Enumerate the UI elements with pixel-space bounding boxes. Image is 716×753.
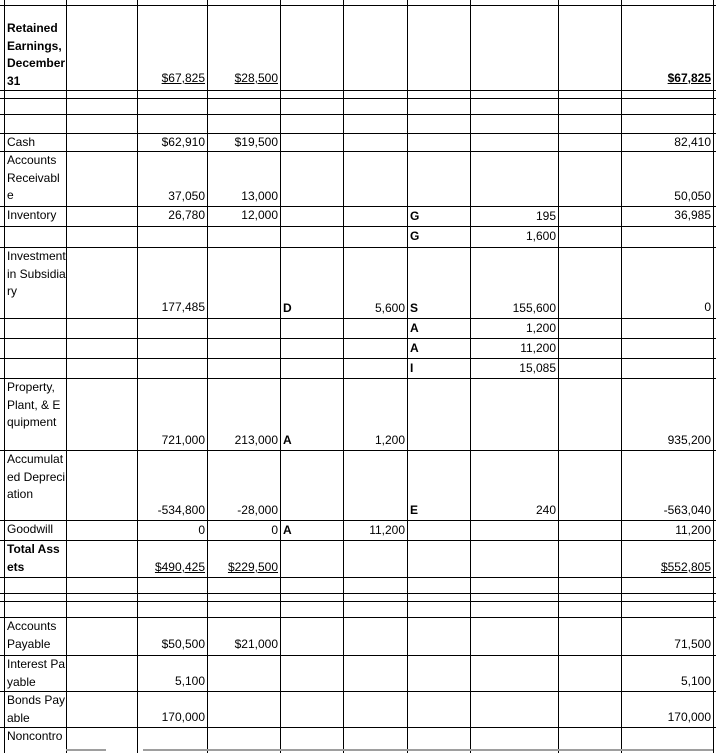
- investment-debit-code: D: [283, 301, 292, 315]
- goodwill-debit: 11,200: [369, 523, 405, 537]
- scroll-edge: [143, 749, 713, 751]
- row-label-inventory: Inventory: [7, 208, 57, 222]
- investment-debit: 5,600: [374, 301, 405, 315]
- accounts-payable-parent: $50,500: [161, 637, 205, 651]
- row-label-goodwill: Goodwill: [7, 522, 54, 536]
- row-label-noncontrolling: Noncontro: [7, 729, 63, 743]
- accounts-receivable-subsidiary: 13,000: [241, 189, 278, 203]
- ppe-debit-code: A: [283, 433, 292, 447]
- ppe-parent: 721,000: [161, 433, 205, 447]
- row-label-accumulated-depreciation: Accumulated Depreciation: [7, 452, 66, 501]
- retained-earnings-consolidated: $67,825: [667, 71, 711, 85]
- total-assets-subsidiary: $229,500: [227, 560, 278, 574]
- ppe-debit: 1,200: [374, 433, 405, 447]
- investment-extra-credit: 1,200: [525, 321, 556, 335]
- investment-extra-credit-code: I: [410, 361, 414, 375]
- accumulated-depreciation-credit-code: E: [410, 503, 419, 517]
- row-label-retained-earnings: Retained Earnings, December 31: [7, 21, 66, 88]
- investment-consolidated: 0: [704, 300, 711, 314]
- accumulated-depreciation-consolidated: -563,040: [663, 503, 711, 517]
- ppe-consolidated: 935,200: [667, 433, 711, 447]
- row-label-accounts-payable: Accounts Payable: [7, 619, 57, 651]
- row-label-total-assets: Total Assets: [7, 542, 60, 574]
- inventory-parent: 26,780: [168, 208, 205, 222]
- scroll-edge: [66, 749, 106, 751]
- investment-credit-code: S: [410, 301, 419, 315]
- accumulated-depreciation-subsidiary: -28,000: [237, 503, 278, 517]
- row-label-accounts-receivable: Accounts Receivable: [7, 153, 60, 202]
- goodwill-debit-code: A: [283, 523, 292, 537]
- total-assets-parent: $490,425: [154, 560, 205, 574]
- row-label-bonds-payable: Bonds Payable: [7, 693, 66, 725]
- goodwill-subsidiary: 0: [271, 523, 278, 537]
- investment-extra-credit: 11,200: [520, 341, 556, 355]
- cash-consolidated: 82,410: [674, 135, 711, 149]
- row-label-interest-payable: Interest Payable: [7, 657, 66, 689]
- accumulated-depreciation-parent: -534,800: [157, 503, 205, 517]
- accumulated-depreciation-credit: 240: [535, 503, 556, 517]
- investment-extra-credit-code: A: [410, 321, 419, 335]
- goodwill-consolidated: 11,200: [675, 523, 711, 537]
- accounts-receivable-consolidated: 50,050: [674, 189, 711, 203]
- ppe-subsidiary: 213,000: [234, 433, 278, 447]
- bonds-payable-parent: 170,000: [161, 710, 205, 724]
- bonds-payable-consolidated: 170,000: [667, 710, 711, 724]
- retained-earnings-parent: $67,825: [161, 71, 205, 85]
- inventory-extra-credit: 1,600: [525, 229, 556, 243]
- row-label-ppe: Property, Plant, & Equipment: [7, 380, 61, 429]
- investment-credit: 155,600: [512, 301, 556, 315]
- row-label-investment: Investment in Subsidiary: [7, 249, 66, 298]
- row-label-cash: Cash: [7, 135, 36, 149]
- inventory-extra-credit-code: G: [410, 229, 420, 243]
- inventory-consolidated: 36,985: [674, 208, 711, 222]
- inventory-subsidiary: 12,000: [241, 208, 278, 222]
- total-assets-consolidated: $552,805: [660, 560, 711, 574]
- goodwill-parent: 0: [198, 523, 205, 537]
- investment-extra-credit-code: A: [410, 341, 419, 355]
- inventory-credit: 195: [535, 209, 556, 223]
- cash-subsidiary: $19,500: [234, 135, 278, 149]
- interest-payable-parent: 5,100: [174, 674, 205, 688]
- accounts-payable-consolidated: 71,500: [674, 637, 711, 651]
- accounts-receivable-parent: 37,050: [168, 189, 205, 203]
- investment-extra-credit: 15,085: [519, 361, 556, 375]
- investment-parent: 177,485: [161, 300, 205, 314]
- cash-parent: $62,910: [161, 135, 205, 149]
- accounts-payable-subsidiary: $21,000: [234, 637, 278, 651]
- retained-earnings-subsidiary: $28,500: [234, 71, 278, 85]
- interest-payable-consolidated: 5,100: [680, 674, 711, 688]
- inventory-credit-code: G: [410, 209, 420, 223]
